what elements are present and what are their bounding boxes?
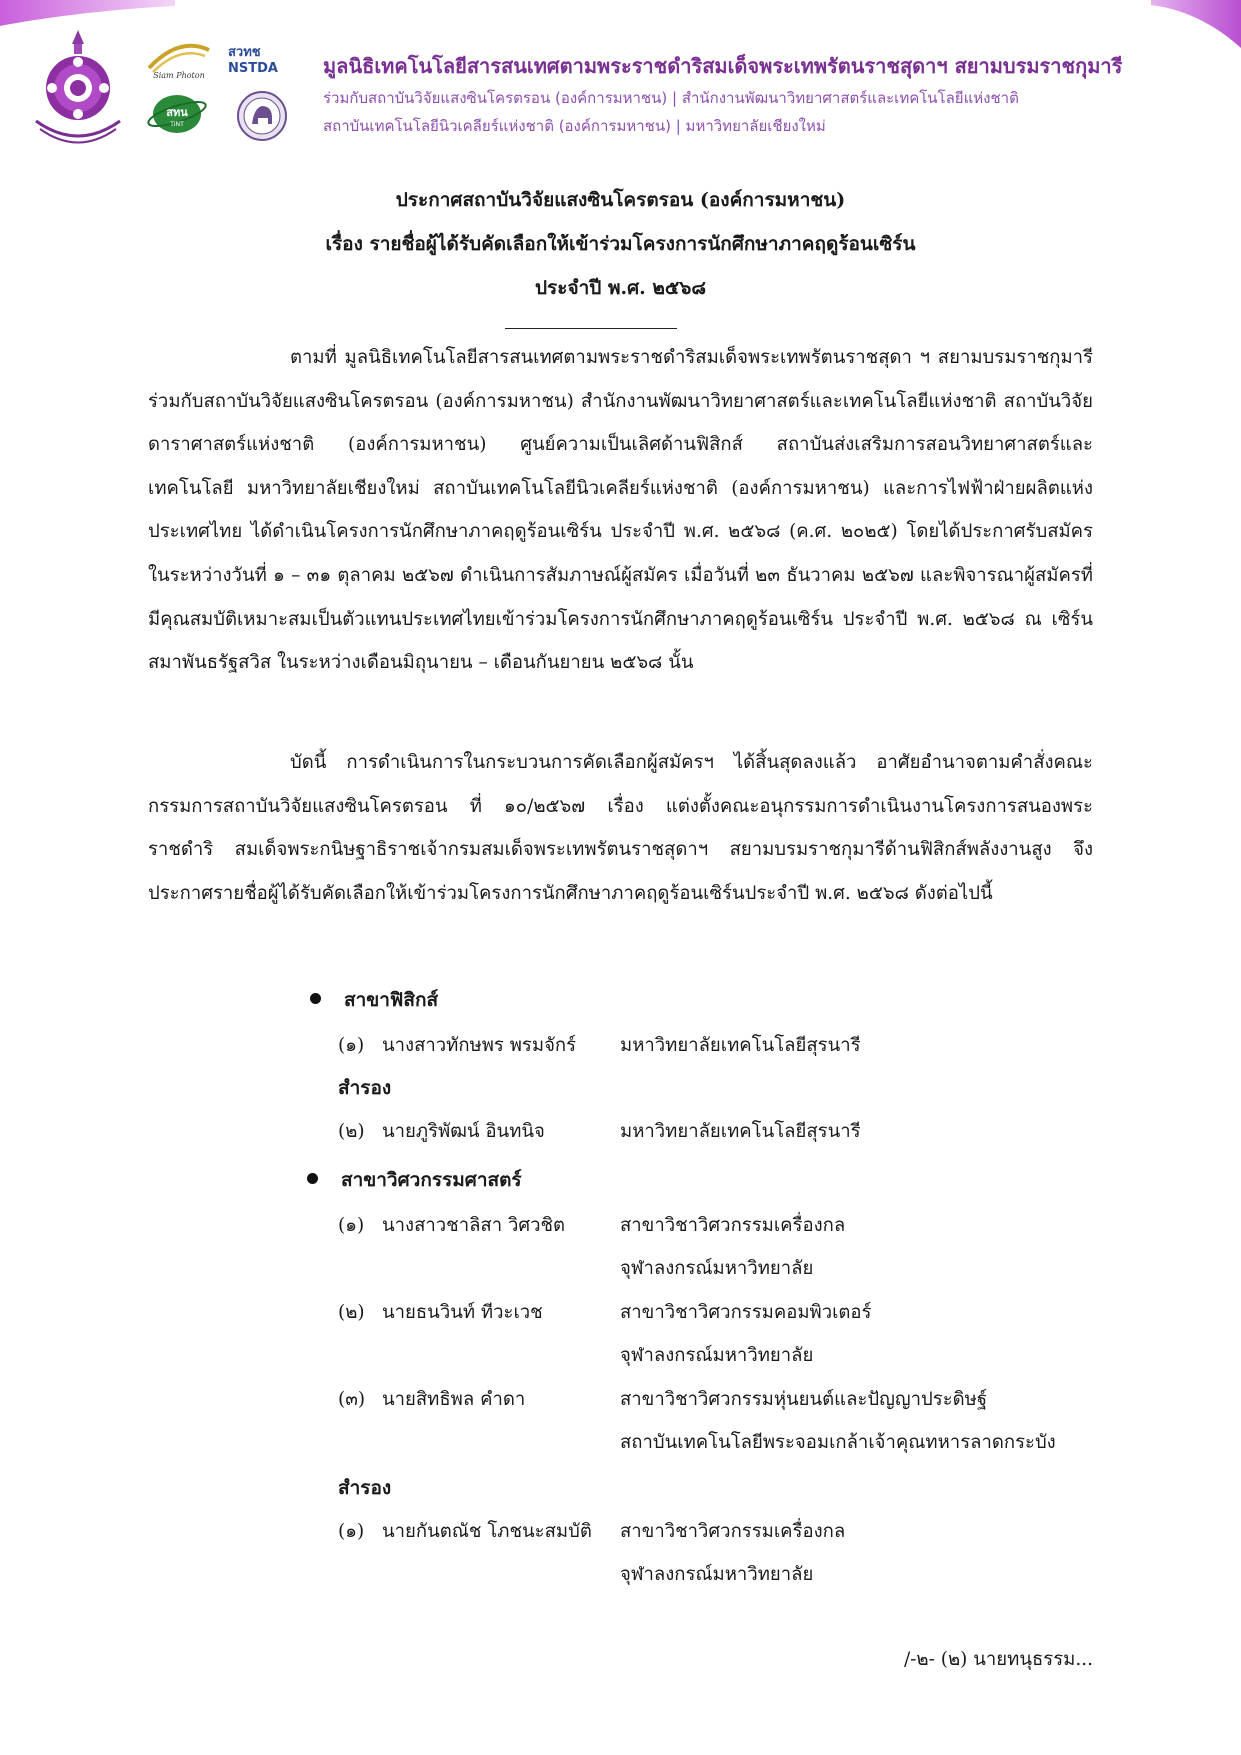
engineering-selected-3-institution: สถาบันเทคโนโลยีพระจอมเกล้าเจ้าคุณทหารลาดกระบัง: [620, 1432, 1056, 1453]
tint-logo: [146, 92, 212, 136]
engineering-reserve-1-name: นายกันตณัช โภชนะสมบัติ: [382, 1521, 592, 1542]
title-line-2: เรื่อง รายชื่อผู้ได้รับคัดเลือกให้เข้าร่วมโครงการนักศึกษาภาคฤดูร้อนเซิร์น: [325, 233, 916, 255]
title-line-3: ประจำปี พ.ศ. ๒๕๖๘: [535, 277, 706, 299]
engineering-selected-1-name: นางสาวชาลิสา วิศวชิต: [382, 1215, 566, 1236]
engineering-selected-2-name: นายธนวินท์ ทีวะเวช: [382, 1302, 543, 1323]
physics-reserve-1-affiliation: มหาวิทยาลัยเทคโนโลยีสุรนารี: [620, 1121, 861, 1142]
bullet-physics: [310, 993, 321, 1004]
engineering-selected-3-affiliation: สาขาวิชาวิศวกรรมหุ่นยนต์และปัญญาประดิษฐ์: [620, 1389, 988, 1410]
engineering-reserve-1-number: (๑): [338, 1521, 365, 1542]
physics-selected-1-affiliation: มหาวิทยาลัยเทคโนโลยีสุรนารี: [620, 1035, 861, 1056]
title-divider: [505, 328, 677, 329]
physics-heading: สาขาฟิสิกส์: [344, 989, 439, 1011]
engineering-reserve-heading: สำรอง: [338, 1477, 392, 1499]
engineering-selected-1-institution: จุฬาลงกรณ์มหาวิทยาลัย: [620, 1258, 814, 1279]
engineering-selected-1-affiliation: สาขาวิชาวิศวกรรมเครื่องกล: [620, 1215, 846, 1236]
tint-label: TINT: [170, 121, 184, 128]
engineering-reserve-1-affiliation: สาขาวิชาวิศวกรรมเครื่องกล: [620, 1521, 846, 1542]
paragraph-2-text: บัดนี้ การดำเนินการในกระบวนการคัดเลือกผู้สมัครฯ ได้สิ้นสุดลงแล้ว อาศัยอำนาจตามคำสั่งคณะกรรมการสถาบันวิจัยแสงซินโครตรอน ที่ ๑๐/๒๕๖๗ เรื่อง แต่งตั้งคณะอนุกรรมการดำเนินงานโครงการสนองพระราชดำริ สมเด็จพระกนิษฐาธิราชเจ้ากรมสมเด็จพระเทพรัตนราชสุดาฯ สยามบรมราชกุมารีด้านฟิสิกส์พลังงานสูง จึงประกาศรายชื่อผู้ได้รับคัดเลือกให้เข้าร่วมโครงการนักศึกษาภาคฤดูร้อนเซิร์นประจำปี พ.ศ. ๒๕๖๘ ดังต่อไปนี้: [148, 752, 1093, 904]
nstda-label: NSTDA: [228, 61, 278, 76]
siam-photon-logo: [145, 40, 213, 80]
tint-thai-label: สทน: [166, 106, 188, 119]
physics-reserve-1-name: นายภูริพัฒน์ อินทนิจ: [382, 1121, 545, 1142]
physics-selected-1-name: นางสาวทักษพร พรมจักร์: [382, 1035, 577, 1056]
engineering-selected-1-number: (๑): [338, 1215, 365, 1236]
title-line-1: ประกาศสถาบันวิจัยแสงซินโครตรอน (องค์การมหาชน): [395, 189, 846, 211]
royal-emblem-logo: [28, 26, 128, 144]
paragraph-background: [148, 336, 1093, 685]
paragraph-announcement: [148, 741, 1093, 915]
nstda-logo: [226, 42, 304, 76]
engineering-heading: สาขาวิศวกรรมศาสตร์: [341, 1169, 522, 1191]
engineering-selected-3-number: (๓): [338, 1389, 366, 1410]
bullet-engineering: [307, 1173, 318, 1184]
physics-selected-1-number: (๑): [338, 1035, 365, 1056]
nstda-thai-label: สวทช: [228, 45, 261, 60]
letterhead-text: [323, 50, 1213, 138]
paragraph-1-text: ตามที่ มูลนิธิเทคโนโลยีสารสนเทศตามพระราชดำริสมเด็จพระเทพรัตนราชสุดา ฯ สยามบรมราชกุมารี ร่วมกับสถาบันวิจัยแสงซินโครตรอน (องค์การมหาชน) สำนักงานพัฒนาวิทยาศาสตร์และเทคโนโลยีแห่งชาติ สถาบันวิจัยดาราศาสตร์แห่งชาติ (องค์การมหาชน) ศูนย์ความเป็นเลิศด้านฟิสิกส์ สถาบันส่งเสริมการสอนวิทยาศาสตร์และเทคโนโลยี มหาวิทยาลัยเชียงใหม่ สถาบันเทคโนโลยีนิวเคลียร์แห่งชาติ (องค์การมหาชน) และการไฟฟ้าฝ่ายผลิตแห่งประเทศไทย ได้ดำเนินโครงการนักศึกษาภาคฤดูร้อนเซิร์น ประจำปี พ.ศ. ๒๕๖๘ (ค.ศ. ๒๐๒๕) โดยได้ประกาศรับสมัคร ในระหว่างวันที่ ๑ – ๓๑ ตุลาคม ๒๕๖๗ ดำเนินการสัมภาษณ์ผู้สมัคร เมื่อวันที่ ๒๓ ธันวาคม ๒๕๖๗ และพิจารณาผู้สมัครที่มีคุณสมบัติเหมาะสมเป็นตัวแทนประเทศไทยเข้าร่วมโครงการนักศึกษาภาคฤดูร้อนเซิร์น ประจำปี พ.ศ. ๒๕๖๘ ณ เซิร์น สมาพันธรัฐสวิส ในระหว่างเดือนมิถุนายน – เดือนกันยายน ๒๕๖๘ นั้น: [148, 347, 1093, 674]
physics-reserve-1-number: (๒): [338, 1121, 365, 1142]
chiang-mai-university-logo: [236, 90, 288, 142]
engineering-selected-3-name: นายสิทธิพล คำดา: [382, 1389, 526, 1410]
foundation-name: มูลนิธิเทคโนโลยีสารสนเทศตามพระราชดำริสมเด็จพระเทพรัตนราชสุดาฯ สยามบรมราชกุมารี: [323, 54, 1123, 78]
siam-photon-label: Siam Photon: [153, 71, 205, 80]
engineering-selected-2-affiliation: สาขาวิชาวิศวกรรมคอมพิวเตอร์: [620, 1302, 872, 1323]
engineering-selected-2-number: (๒): [338, 1302, 365, 1323]
partner-line-1: ร่วมกับสถาบันวิจัยแสงซินโครตรอน (องค์การมหาชน) | สำนักงานพัฒนาวิทยาศาสตร์และเทคโนโลยีแห่งชาติ: [323, 89, 1019, 107]
page-continuation-note: /-๒- (๒) นายทนุธรรม...: [903, 1649, 1093, 1670]
physics-reserve-heading: สำรอง: [338, 1077, 392, 1099]
engineering-reserve-1-institution: จุฬาลงกรณ์มหาวิทยาลัย: [620, 1564, 814, 1585]
engineering-selected-2-institution: จุฬาลงกรณ์มหาวิทยาลัย: [620, 1345, 814, 1366]
announcement-title: [0, 178, 1241, 310]
letterhead: [0, 0, 1241, 150]
partner-line-2: สถาบันเทคโนโลยีนิวเคลียร์แห่งชาติ (องค์การมหาชน) | มหาวิทยาลัยเชียงใหม่: [323, 117, 826, 135]
